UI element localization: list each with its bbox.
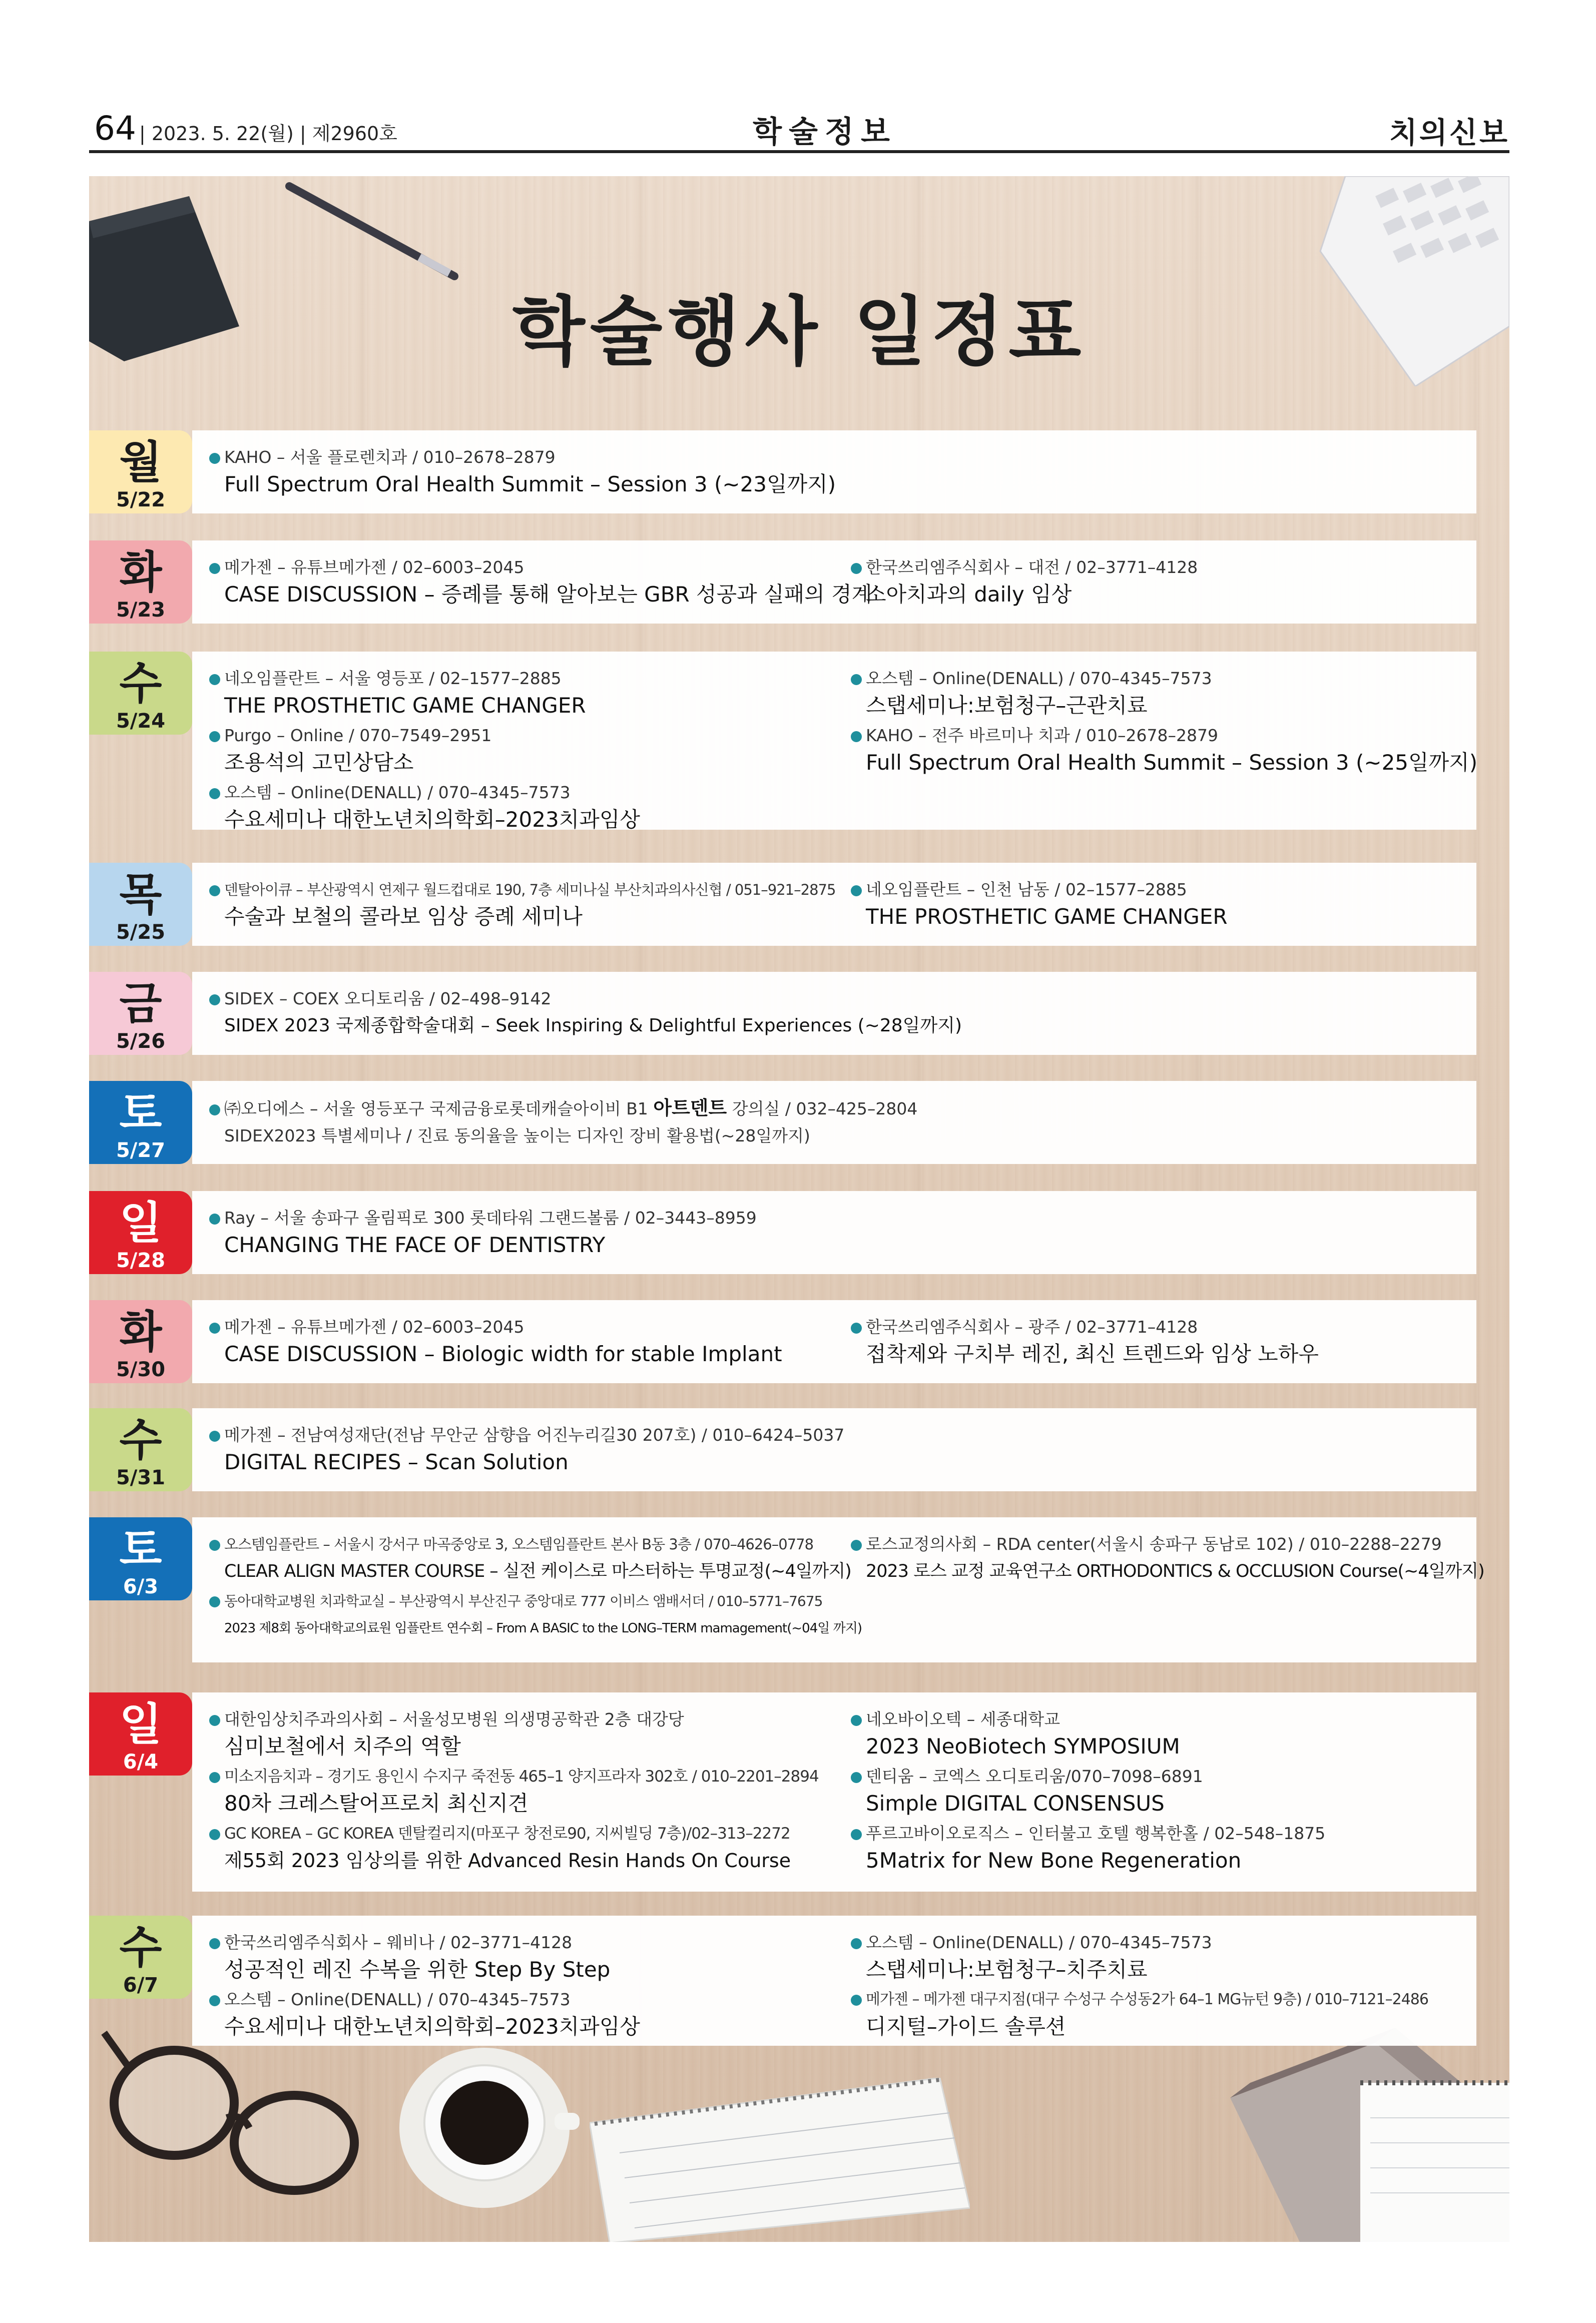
event-title: 스탭세미나:보험청구–근관치료	[866, 693, 1148, 718]
event-item	[851, 1987, 1471, 2041]
event-info: Purgo – Online / 070–7549–2951	[224, 726, 492, 745]
day-label: 금	[119, 978, 162, 1029]
date-label: 5/31	[116, 1466, 166, 1489]
event-info: 덴티움 – 코엑스 오디토리움/070–7098–6891	[866, 1767, 1203, 1786]
event-info: 동아대학교병원 치과학교실 – 부산광역시 부산진구 중앙대로 777 이비스 앰배서더 / 010–5771–7675	[224, 1593, 823, 1609]
coffee-cup-icon	[389, 2028, 580, 2218]
event-info: 한국쓰리엠주식회사 – 광주 / 02–3771–4128	[866, 1317, 1198, 1337]
day-label: 화	[119, 546, 162, 598]
event-title: 2023 로스 교정 교육연구소 ORTHODONTICS & OCCLUSION Course(~4일까지)	[866, 1561, 1484, 1581]
bullet-icon	[209, 1829, 220, 1840]
bullet-icon	[209, 1596, 220, 1607]
event-title: 5Matrix for New Bone Regeneration	[866, 1848, 1242, 1873]
event-item	[209, 877, 836, 931]
day-label: 일	[119, 1197, 162, 1249]
event-item	[851, 1706, 1471, 1761]
bullet-icon	[851, 563, 862, 574]
schedule-row	[89, 863, 1509, 946]
event-info: 메가젠 – 전남여성재단(전남 무안군 삼향읍 어진누리길30 207호) / 010–6424–5037	[224, 1425, 845, 1445]
event-info: 덴탈아이큐 – 부산광역시 연제구 월드컵대로 190, 7층 세미나실 부산치과의사신협 / 051–921–2875	[224, 881, 836, 898]
event-item	[209, 1422, 845, 1476]
event-info: 오스템임플란트 – 서울시 강서구 마곡중앙로 3, 오스템임플란트 본사 B동 3층 / 070–4626–0778	[224, 1536, 814, 1553]
event-info: KAHO – 전주 바르미나 치과 / 010–2678–2879	[866, 726, 1218, 745]
day-badge	[89, 1517, 192, 1600]
event-item	[851, 1531, 1484, 1585]
date-label: 5/23	[116, 599, 166, 622]
event-title: SIDEX 2023 국제종합학술대회 – Seek Inspiring & Delightful Experiences (~28일까지)	[224, 1015, 962, 1036]
day-label: 수	[119, 1414, 162, 1466]
event-info: 메가젠 – 유튜브메가젠 / 02–6003–2045	[224, 1317, 524, 1337]
event-title: CASE DISCUSSION – 증례를 통해 알아보는 GBR 성공과 실패의 경계	[224, 582, 872, 607]
bullet-icon	[209, 563, 220, 574]
bullet-icon	[209, 1104, 220, 1115]
bullet-icon	[851, 1540, 862, 1551]
event-info: KAHO – 서울 플로렌치과 / 010–2678–2879	[224, 447, 556, 467]
event-info-highlight: 아트덴트	[653, 1097, 727, 1119]
issue-date: | 2023. 5. 22(월) | 제2960호	[139, 123, 397, 145]
event-info: 네오임플란트 – 인천 남동 / 02–1577–2885	[866, 880, 1187, 899]
day-label: 월	[119, 436, 162, 488]
date-label: 6/3	[123, 1575, 159, 1598]
bullet-icon	[851, 1715, 862, 1726]
event-panel	[192, 1191, 1476, 1274]
date-label: 5/24	[116, 710, 166, 733]
event-item	[209, 1821, 830, 1875]
event-title: 접착제와 구치부 레진, 최신 트렌드와 임상 노하우	[866, 1342, 1319, 1366]
day-label: 수	[119, 1922, 162, 1973]
event-info: 한국쓰리엠주식회사 – 웨비나 / 02–3771–4128	[224, 1933, 573, 1952]
event-panel	[192, 1081, 1476, 1164]
event-info: 한국쓰리엠주식회사 – 대전 / 02–3771–4128	[866, 557, 1198, 577]
day-badge	[89, 1081, 192, 1164]
day-badge	[89, 972, 192, 1055]
event-info: SIDEX – COEX 오디토리움 / 02–498–9142	[224, 989, 552, 1008]
event-info: 대한임상치주과의사회 – 서울성모병원 의생명공학관 2층 대강당	[224, 1709, 684, 1729]
event-info: ㈜오디에스 – 서울 영등포구 국제금융로롯데캐슬아이비 B1	[224, 1099, 654, 1118]
bullet-icon	[209, 788, 220, 799]
schedule-row	[89, 1916, 1509, 2046]
event-info: 메가젠 – 메가젠 대구지점(대구 수성구 수성동2가 64–1 MG뉴턴 9층) / 010–7121–2486	[866, 1991, 1428, 2008]
event-item	[209, 1095, 918, 1150]
event-title: 수요세미나 대한노년치의학회–2023치과임상	[224, 807, 640, 832]
event-panel	[192, 652, 1476, 830]
date-label: 5/28	[116, 1249, 166, 1272]
event-info: GC KOREA – GC KOREA 덴탈컬리지(마포구 창전로90, 지씨빌딩 7층)/02–313–2272	[224, 1825, 790, 1843]
event-title: 2023 제8회 동아대학교의료원 임플란트 연수회 – From A BASIC to the LONG–TERM mamagement(~04일 까지)	[224, 1621, 862, 1636]
event-title: 2023 NeoBiotech SYMPOSIUM	[866, 1734, 1180, 1759]
event-title: CASE DISCUSSION – Biologic width for stable Implant	[224, 1342, 782, 1366]
event-panel	[192, 863, 1476, 946]
bullet-icon	[851, 1995, 862, 2006]
event-panel	[192, 972, 1476, 1055]
day-badge	[89, 1300, 192, 1383]
day-badge	[89, 540, 192, 624]
event-info: 푸르고바이오로직스 – 인터불고 호텔 행복한홀 / 02–548–1875	[866, 1824, 1326, 1843]
date-label: 5/30	[116, 1358, 166, 1381]
event-panel	[192, 1916, 1476, 2046]
day-label: 수	[119, 658, 162, 709]
event-item	[209, 780, 830, 834]
day-badge	[89, 1692, 192, 1776]
event-title: THE PROSTHETIC GAME CHANGER	[866, 904, 1228, 929]
day-badge	[89, 863, 192, 946]
event-item	[851, 723, 1478, 777]
event-info: 로스교정의사회 – RDA center(서울시 송파구 동남로 102) / 010–2288–2279	[866, 1534, 1442, 1554]
event-panel	[192, 430, 1476, 513]
bullet-icon	[851, 674, 862, 685]
event-title: 조용석의 고민상담소	[224, 750, 414, 775]
event-title: 디지털–가이드 솔루션	[866, 2014, 1066, 2039]
date-label: 5/26	[116, 1030, 166, 1053]
event-title: DIGITAL RECIPES – Scan Solution	[224, 1450, 569, 1474]
event-panel	[192, 1300, 1476, 1383]
bullet-icon	[209, 453, 220, 464]
glasses-icon	[99, 2028, 379, 2198]
event-info: 오스템 – Online(DENALL) / 070–4345–7573	[866, 1933, 1212, 1952]
day-badge	[89, 652, 192, 735]
event-title: Full Spectrum Oral Health Summit – Session 3 (~23일까지)	[224, 472, 836, 496]
event-info: 네오임플란트 – 서울 영등포 / 02–1577–2885	[224, 669, 562, 688]
bullet-icon	[209, 674, 220, 685]
event-item	[209, 1588, 862, 1642]
schedule-row	[89, 652, 1509, 830]
event-item	[851, 1764, 1471, 1818]
page-title: 학술행사 일정표	[512, 289, 1087, 376]
schedule-row	[89, 972, 1509, 1055]
event-item	[851, 1821, 1471, 1875]
bullet-icon	[209, 1938, 220, 1949]
bullet-icon	[209, 1995, 220, 2006]
bullet-icon	[851, 1938, 862, 1949]
day-label: 토	[119, 1523, 162, 1575]
event-info: Ray – 서울 송파구 올림픽로 300 롯데타워 그랜드볼룸 / 02–3443–8959	[224, 1208, 757, 1228]
event-item	[209, 1987, 830, 2041]
event-panel	[192, 540, 1476, 624]
bullet-icon	[209, 994, 220, 1005]
bullet-icon	[851, 885, 862, 896]
event-item	[209, 986, 962, 1040]
schedule-row	[89, 1300, 1509, 1383]
event-info: 오스템 – Online(DENALL) / 070–4345–7573	[866, 669, 1212, 688]
event-title: CLEAR ALIGN MASTER COURSE – 실전 케이스로 마스터하는 투명교정(~4일까지)	[224, 1561, 851, 1581]
date-label: 6/4	[123, 1751, 159, 1774]
masthead	[89, 105, 1509, 155]
bullet-icon	[209, 1540, 220, 1551]
bullet-icon	[209, 885, 220, 896]
date-label: 5/22	[116, 488, 166, 511]
event-item	[851, 554, 1471, 609]
event-item	[209, 723, 830, 777]
bullet-icon	[851, 1772, 862, 1783]
bullet-icon	[209, 1715, 220, 1726]
date-label: 5/27	[116, 1139, 166, 1162]
event-item	[209, 1531, 851, 1585]
event-info: 오스템 – Online(DENALL) / 070–4345–7573	[224, 1990, 571, 2009]
page-number: 64	[94, 109, 136, 148]
schedule-row	[89, 1408, 1509, 1491]
event-panel	[192, 1692, 1476, 1892]
event-info-tail: 강의실 / 032–425–2804	[727, 1099, 918, 1118]
event-title: 수요세미나 대한노년치의학회–2023치과임상	[224, 2014, 640, 2039]
date-label: 5/25	[116, 921, 166, 944]
bullet-icon	[209, 1772, 220, 1783]
section-name: 학술정보	[753, 115, 897, 150]
day-label: 일	[119, 1698, 162, 1750]
event-item	[209, 1314, 830, 1368]
event-item	[851, 1314, 1471, 1368]
event-item	[209, 1706, 830, 1761]
bullet-icon	[851, 731, 862, 742]
planner-icon	[590, 2078, 970, 2242]
day-badge	[89, 430, 192, 513]
event-title: CHANGING THE FACE OF DENTISTRY	[224, 1233, 606, 1257]
schedule-row	[89, 1692, 1509, 1892]
schedule-row	[89, 1191, 1509, 1274]
schedule-row	[89, 1081, 1509, 1164]
day-badge	[89, 1916, 192, 1999]
event-title: Simple DIGITAL CONSENSUS	[866, 1791, 1165, 1816]
bullet-icon	[209, 731, 220, 742]
event-title: 수술과 보철의 콜라보 임상 증례 세미나	[224, 904, 583, 929]
date-label: 6/7	[123, 1974, 159, 1997]
day-label: 목	[119, 869, 162, 920]
event-title: 스탭세미나:보험청구–치주치료	[866, 1957, 1148, 1982]
day-badge	[89, 1408, 192, 1491]
event-info: 오스템 – Online(DENALL) / 070–4345–7573	[224, 783, 571, 802]
memo-pad-icon	[1340, 2063, 1509, 2242]
event-title: Full Spectrum Oral Health Summit – Session 3 (~25일까지)	[866, 750, 1478, 775]
event-item	[851, 877, 1471, 931]
schedule-row	[89, 430, 1509, 513]
event-title: 소아치과의 daily 임상	[866, 582, 1072, 607]
event-panel	[192, 1408, 1476, 1491]
event-item	[209, 444, 836, 498]
event-item	[851, 666, 1471, 720]
schedule-row	[89, 1517, 1509, 1662]
event-item	[851, 1930, 1471, 1984]
bullet-icon	[851, 1323, 862, 1334]
event-item	[209, 1205, 830, 1259]
event-title: 심미보철에서 치주의 역할	[224, 1734, 461, 1759]
event-info: 메가젠 – 유튜브메가젠 / 02–6003–2045	[224, 557, 524, 577]
event-title: 성공적인 레진 수복을 위한 Step By Step	[224, 1957, 611, 1982]
bullet-icon	[851, 1829, 862, 1840]
event-panel	[192, 1517, 1484, 1662]
event-title: 80차 크레스탈어프로치 최신지견	[224, 1791, 528, 1816]
bullet-icon	[209, 1214, 220, 1225]
event-title: 제55회 2023 임상의를 위한 Advanced Resin Hands On Course	[224, 1850, 791, 1872]
event-info: 네오바이오텍 – 세종대학교	[866, 1709, 1060, 1729]
bullet-icon	[209, 1431, 220, 1442]
header-rule	[89, 150, 1509, 153]
schedule-row	[89, 540, 1509, 624]
schedule-board	[89, 176, 1509, 2242]
event-title: SIDEX2023 특별세미나 / 진료 동의율을 높이는 디자인 장비 활용법(~28일까지)	[224, 1126, 810, 1145]
day-label: 토	[119, 1087, 162, 1138]
event-title: THE PROSTHETIC GAME CHANGER	[224, 693, 586, 718]
event-info: 미소지음치과 – 경기도 용인시 수지구 죽전동 465–1 양지프라자 302호 / 010–2201–2894	[224, 1768, 819, 1786]
bullet-icon	[209, 1323, 220, 1334]
event-item	[209, 1930, 830, 1984]
day-label: 화	[119, 1306, 162, 1358]
event-item	[209, 554, 872, 609]
event-item	[209, 666, 830, 720]
day-badge	[89, 1191, 192, 1274]
newspaper-name: 치의신보	[1389, 116, 1509, 150]
event-item	[209, 1764, 830, 1818]
